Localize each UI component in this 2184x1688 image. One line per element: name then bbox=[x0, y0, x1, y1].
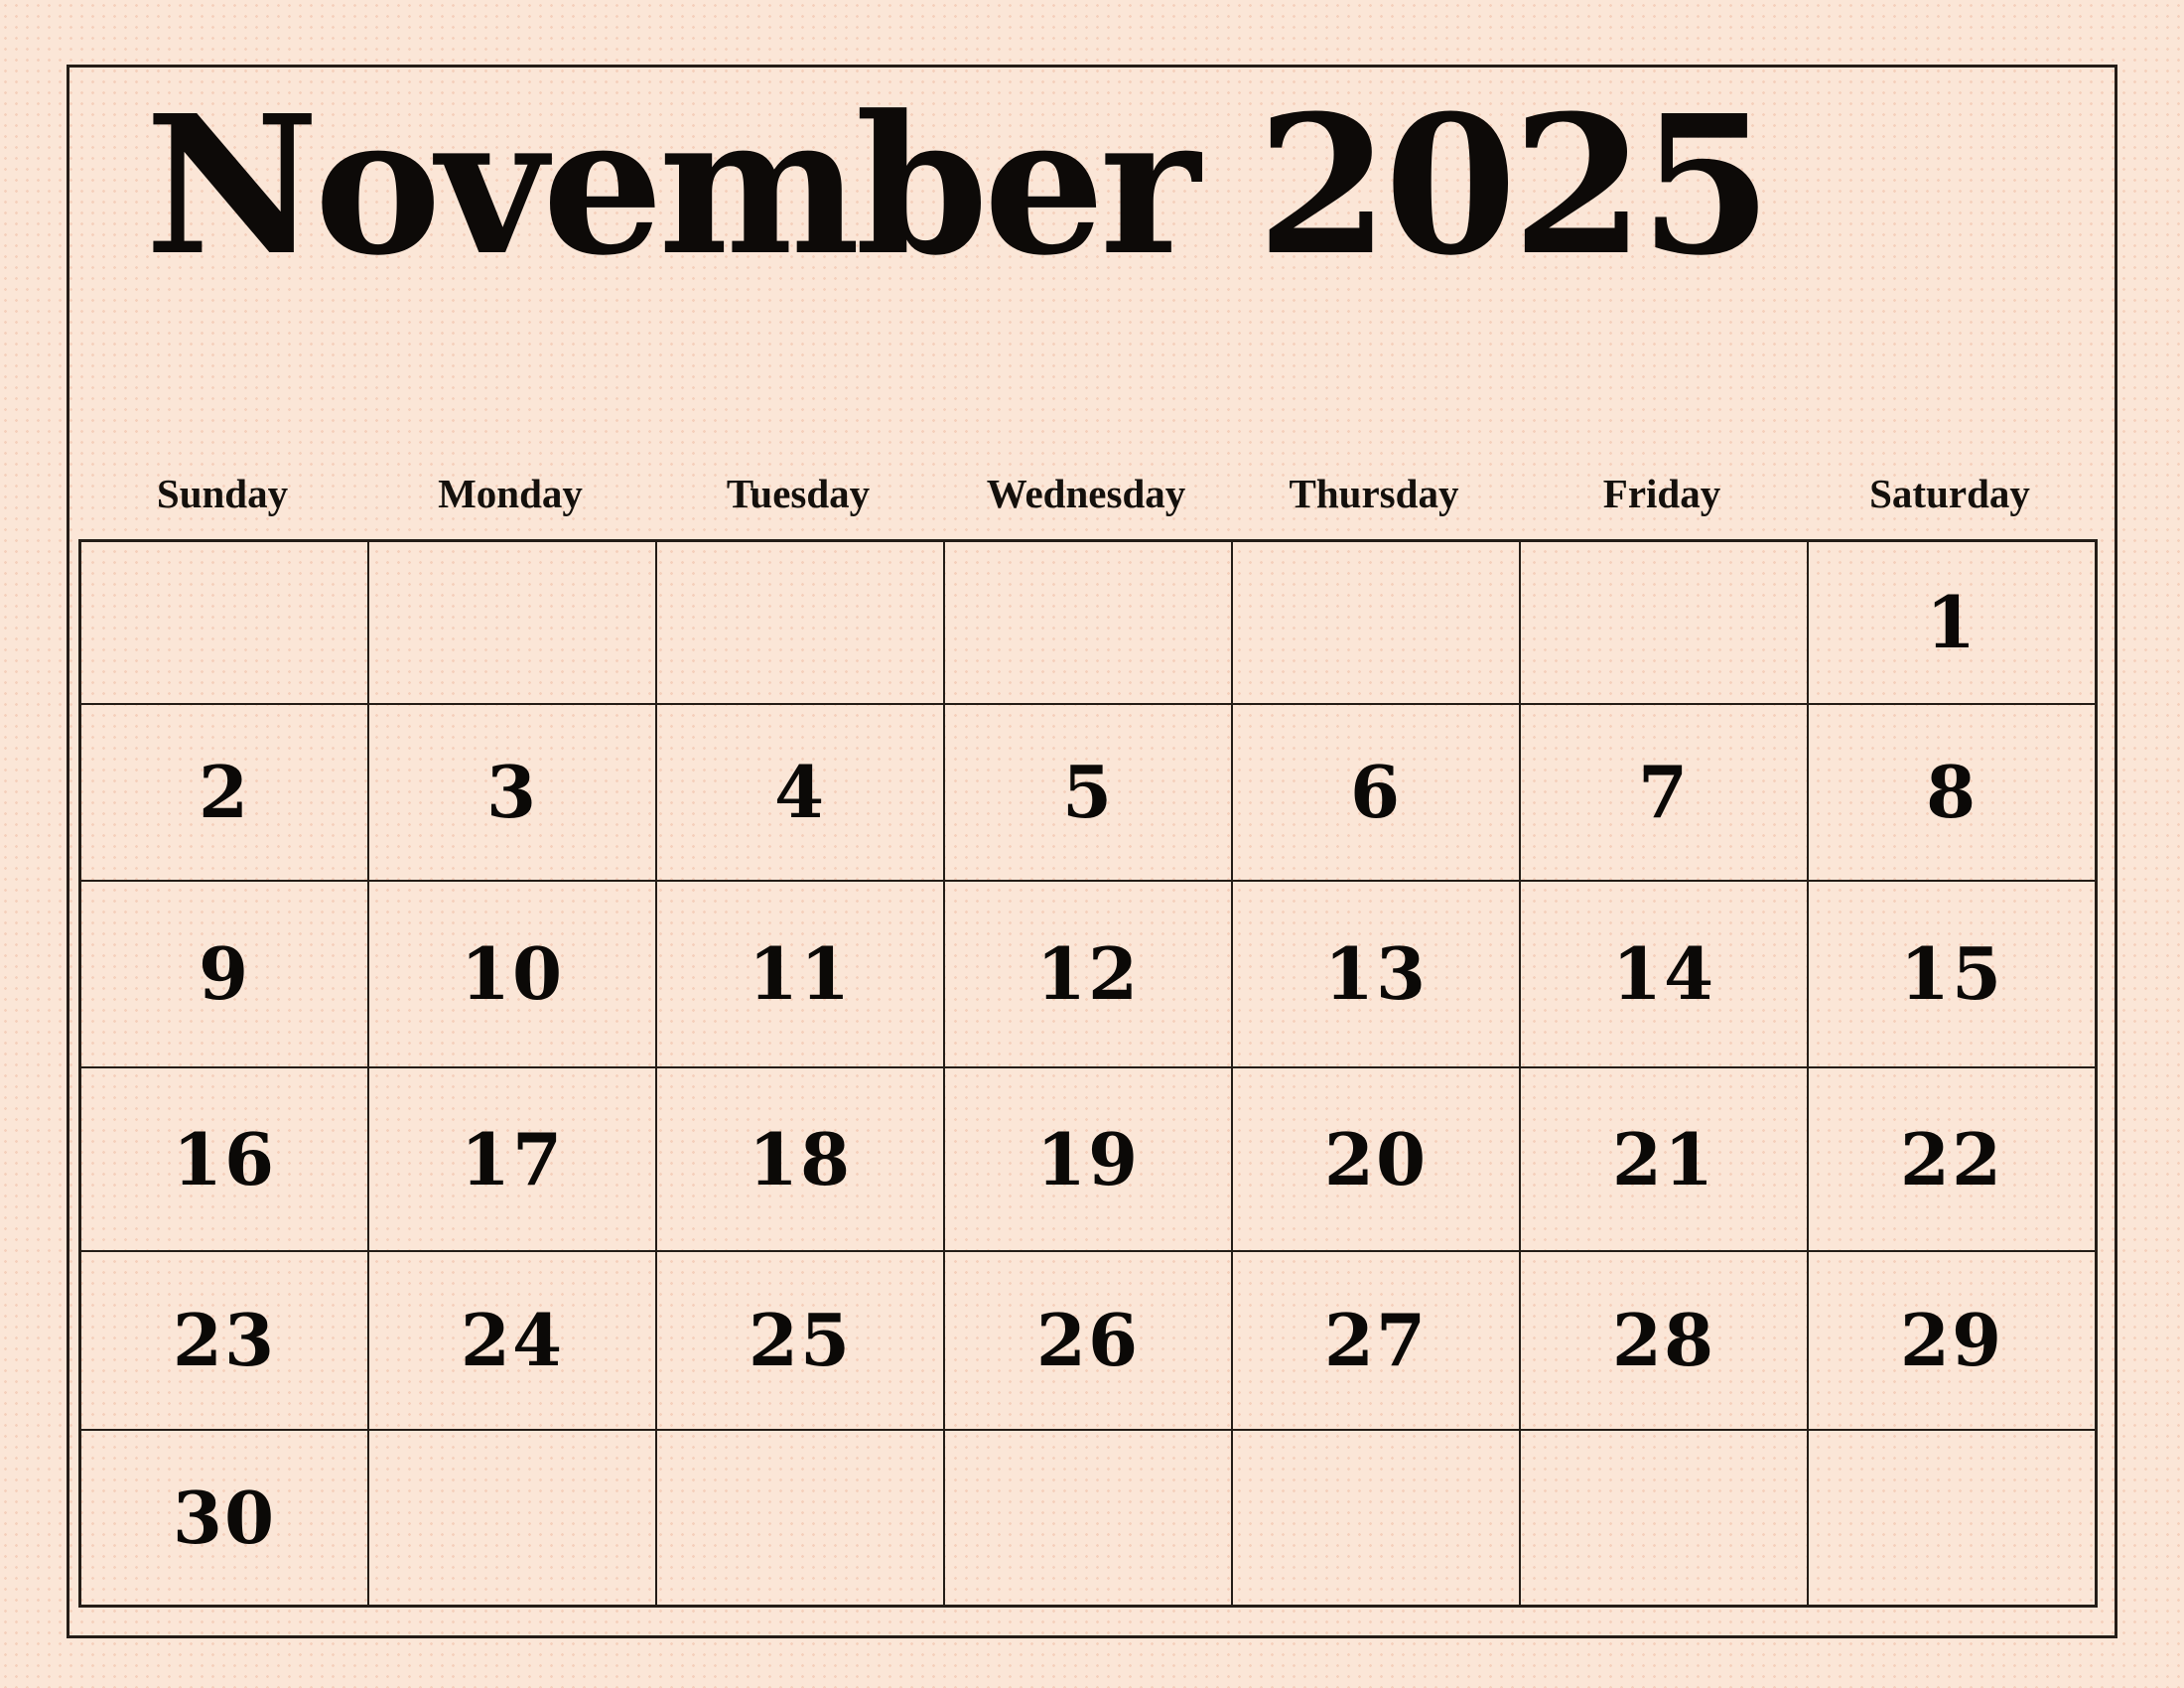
page-title: November 2025 bbox=[145, 74, 1768, 298]
day-cell-28 bbox=[1520, 1251, 1808, 1430]
day-cell-24 bbox=[368, 1251, 656, 1430]
day-cell-23 bbox=[80, 1251, 368, 1430]
day-number: 3 bbox=[485, 750, 539, 834]
day-number: 8 bbox=[1925, 750, 1979, 834]
day-cell-20 bbox=[1232, 1067, 1520, 1251]
day-cell-22 bbox=[1808, 1067, 2096, 1251]
day-number: 11 bbox=[748, 931, 853, 1016]
day-cell-2 bbox=[80, 704, 368, 881]
day-cell-30 bbox=[80, 1430, 368, 1606]
day-cell-4 bbox=[656, 704, 944, 881]
day-number: 24 bbox=[460, 1298, 565, 1382]
weekday-label-saturday: Saturday bbox=[1869, 471, 2030, 516]
day-cell-29 bbox=[1808, 1251, 2096, 1430]
day-cell-empty bbox=[368, 541, 656, 704]
day-number: 13 bbox=[1323, 931, 1429, 1016]
day-number: 1 bbox=[1925, 580, 1979, 664]
day-number: 30 bbox=[172, 1475, 277, 1560]
weekday-label-tuesday: Tuesday bbox=[726, 471, 871, 516]
day-cell-19 bbox=[944, 1067, 1232, 1251]
day-number: 28 bbox=[1611, 1298, 1716, 1382]
day-number: 18 bbox=[748, 1116, 853, 1201]
day-number: 5 bbox=[1061, 750, 1115, 834]
day-number: 27 bbox=[1323, 1298, 1429, 1382]
calendar-grid bbox=[78, 539, 2098, 1608]
day-cell-empty bbox=[656, 541, 944, 704]
day-cell-26 bbox=[944, 1251, 1232, 1430]
day-cell-empty bbox=[1232, 1430, 1520, 1606]
day-cell-11 bbox=[656, 881, 944, 1067]
day-cell-9 bbox=[80, 881, 368, 1067]
day-cell-empty bbox=[944, 1430, 1232, 1606]
day-cell-empty bbox=[1808, 1430, 2096, 1606]
day-cell-12 bbox=[944, 881, 1232, 1067]
day-cell-3 bbox=[368, 704, 656, 881]
day-cell-17 bbox=[368, 1067, 656, 1251]
day-number: 19 bbox=[1035, 1116, 1141, 1201]
day-cell-empty bbox=[80, 541, 368, 704]
day-cell-empty bbox=[368, 1430, 656, 1606]
weekday-label-friday: Friday bbox=[1602, 471, 1721, 516]
day-cell-25 bbox=[656, 1251, 944, 1430]
day-cell-18 bbox=[656, 1067, 944, 1251]
day-number: 16 bbox=[172, 1116, 277, 1201]
day-number: 21 bbox=[1611, 1116, 1716, 1201]
day-number: 12 bbox=[1035, 931, 1141, 1016]
day-cell-7 bbox=[1520, 704, 1808, 881]
day-number: 17 bbox=[460, 1116, 565, 1201]
day-number: 23 bbox=[172, 1298, 277, 1382]
day-cell-16 bbox=[80, 1067, 368, 1251]
day-number: 2 bbox=[198, 750, 251, 834]
day-cell-15 bbox=[1808, 881, 2096, 1067]
day-number: 26 bbox=[1035, 1298, 1141, 1382]
day-cell-13 bbox=[1232, 881, 1520, 1067]
day-cell-empty bbox=[1520, 541, 1808, 704]
weekday-header-row bbox=[78, 459, 2094, 528]
day-cell-5 bbox=[944, 704, 1232, 881]
day-number: 9 bbox=[198, 931, 251, 1016]
day-number: 29 bbox=[1899, 1298, 2004, 1382]
day-number: 7 bbox=[1637, 750, 1691, 834]
day-cell-6 bbox=[1232, 704, 1520, 881]
day-cell-14 bbox=[1520, 881, 1808, 1067]
day-number: 25 bbox=[748, 1298, 853, 1382]
day-cell-empty bbox=[1232, 541, 1520, 704]
day-number: 4 bbox=[773, 750, 827, 834]
day-number: 6 bbox=[1349, 750, 1403, 834]
day-number: 15 bbox=[1899, 931, 2004, 1016]
day-cell-21 bbox=[1520, 1067, 1808, 1251]
day-cell-1 bbox=[1808, 541, 2096, 704]
day-cell-empty bbox=[944, 541, 1232, 704]
day-cell-empty bbox=[1520, 1430, 1808, 1606]
weekday-label-sunday: Sunday bbox=[156, 471, 289, 516]
weekday-label-monday: Monday bbox=[438, 471, 583, 516]
weekday-label-wednesday: Wednesday bbox=[986, 471, 1186, 516]
day-cell-27 bbox=[1232, 1251, 1520, 1430]
day-number: 22 bbox=[1899, 1116, 2004, 1201]
day-number: 10 bbox=[460, 931, 565, 1016]
day-number: 14 bbox=[1611, 931, 1716, 1016]
weekday-label-thursday: Thursday bbox=[1289, 471, 1459, 516]
day-cell-empty bbox=[656, 1430, 944, 1606]
day-number: 20 bbox=[1323, 1116, 1429, 1201]
day-cell-10 bbox=[368, 881, 656, 1067]
day-cell-8 bbox=[1808, 704, 2096, 881]
